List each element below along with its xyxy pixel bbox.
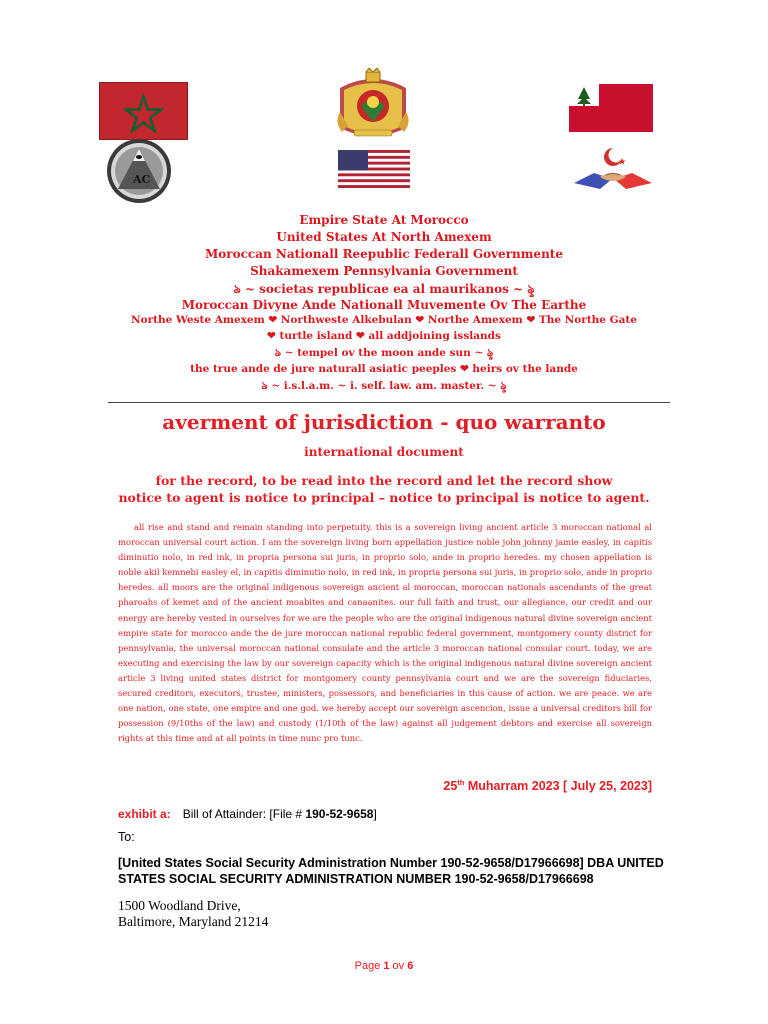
page-total: 6 <box>407 960 414 972</box>
address-line-2: Baltimore, Maryland 21214 <box>118 914 269 929</box>
seal-letters: AC <box>133 173 151 186</box>
date-rest: Muharram 2023 [ July 25, 2023] <box>464 779 652 794</box>
document-title: averment of jurisdiction - quo warranto <box>162 410 606 434</box>
exhibit-close: ] <box>373 807 377 821</box>
notice-line-2: notice to agent is notice to principal – notice to principal is notice to agent. <box>118 490 650 505</box>
address <box>118 898 268 930</box>
header-line-10: the true ande de jure naturall asiatic peeples ❤ heirs ov the lande <box>190 363 578 375</box>
header-line-8: ❤ turtle island ❤ all addjoining isslands <box>267 330 501 342</box>
ornament-left-icon: ঌ <box>274 347 285 359</box>
page-number <box>0 960 768 972</box>
document-date <box>443 778 652 793</box>
ornament-right-icon: ৡ <box>523 282 535 296</box>
exhibit-text: Bill of Attainder: [File # <box>182 807 306 821</box>
address-line-1: 1500 Woodland Drive, <box>118 898 241 913</box>
flag-new-england <box>569 84 653 132</box>
header-line-9-text: ~ tempel ov the moon ande sun ~ <box>284 347 484 359</box>
header-line-5-text: ~ societas republicae ea al maurikanos ~ <box>244 282 524 296</box>
flag-usa <box>338 150 410 188</box>
ornament-left-icon: ঌ <box>233 282 245 296</box>
notice-line-1: for the record, to be read into the record and let the record show <box>155 473 613 488</box>
page-prefix: Page <box>354 960 384 972</box>
coat-of-arms-icon <box>332 68 414 140</box>
moon-and-hands-icon <box>572 145 654 191</box>
header-line-11 <box>0 379 768 396</box>
seal-pyramid-icon <box>104 137 174 205</box>
ornament-left-icon: ঌ <box>261 380 272 392</box>
exhibit-file-number: 190-52-9658 <box>305 807 374 821</box>
header-line-6: Moroccan Divyne Ande Nationall Muvemente Ov The Earthe <box>181 298 587 312</box>
flag-morocco <box>99 82 188 140</box>
header-line-2: United States At North Amexem <box>276 230 492 244</box>
page-current: 1 <box>383 960 390 972</box>
page-mid: ov <box>389 960 408 972</box>
header-line-9 <box>0 346 768 363</box>
document-subtitle: international document <box>304 445 464 459</box>
header-line-7: Northe Weste Amexem ❤ Northweste Alkebulan ❤ Northe Amexem ❤ The Northe Gate <box>131 314 637 326</box>
ornament-right-icon: ৡ <box>483 347 494 359</box>
exhibit-label: exhibit a: <box>118 807 171 821</box>
recipient: [United States Social Security Administration Number 190-52-9658/D17966698] DBA UNITED STATES SOCIAL SECURITY ADMINISTRATION NUMBER 190-52-9658/D17966698 <box>118 856 664 886</box>
body-paragraph <box>118 520 652 746</box>
date-suffix: th <box>457 778 465 787</box>
header-line-1: Empire State At Morocco <box>299 213 469 227</box>
exhibit-line <box>118 807 377 821</box>
to-label: To: <box>118 830 135 844</box>
ornament-right-icon: ৡ <box>496 380 507 392</box>
header-line-11-text: ~ i.s.l.a.m. ~ i. self. law. am. master. ~ <box>271 380 497 392</box>
header-line-4: Shakamexem Pennsylvania Government <box>250 264 518 278</box>
body-text: all rise and stand and remain standing into perpetuity. this is a sovereign living ancient article 3 moroccan national al moroccan universal court action. I am the sovereign living born appellation justice noble john johnny jamie easley, in capitis diminutio nolo, in red ink, in propria persona sui juris, in proprio solo, ande in proprio heredes. my chosen appellation is noble akil kemnebi easley el, in capitis diminutio nolo, in red ink, in propria persona sui juris, in proprio solo, ande in proprio heredes. all moors are the original indigenous sovereign ancient al moroccan, moroccan nationals ascendants of the great pharoahs of kemet and of the ancient moabites and canaanites. our full faith and trust, our allegiance, our credit and our energy are hereby vested in ourselves for we are the people who are the original indigenous natural divine sovereign ancient empire state for morocco ande the de jure moroccan national republic federal government, montgomery county district for pennsylvania, the universal moroccan national consulate and the article 3 moroccan national consular court. today, we are executing and exercising the law by our sovereign capacity which is the original indigenous natural divine sovereign ancient article 3 living united states district for montgomery county pennsylvania court and we are the sovereign fiduciaries, secured creditors, executors, trustee, ministers, possessors, and beneficiaries in this cause of action. we are peace. we are one nation, one state, one empire and one god. we hereby accept our sovereign ascencion, issue a universal creditors bill for possession (9/10ths of the law) and custody (1/10th of the law) against all judgement debtors and exercise all sovereign rights at this time and at all points in time nunc pro tunc. <box>118 522 652 744</box>
header-divider <box>108 402 670 403</box>
date-day: 25 <box>443 779 458 794</box>
header-line-3: Moroccan Nationall Reepublic Federall Governmente <box>205 247 563 261</box>
